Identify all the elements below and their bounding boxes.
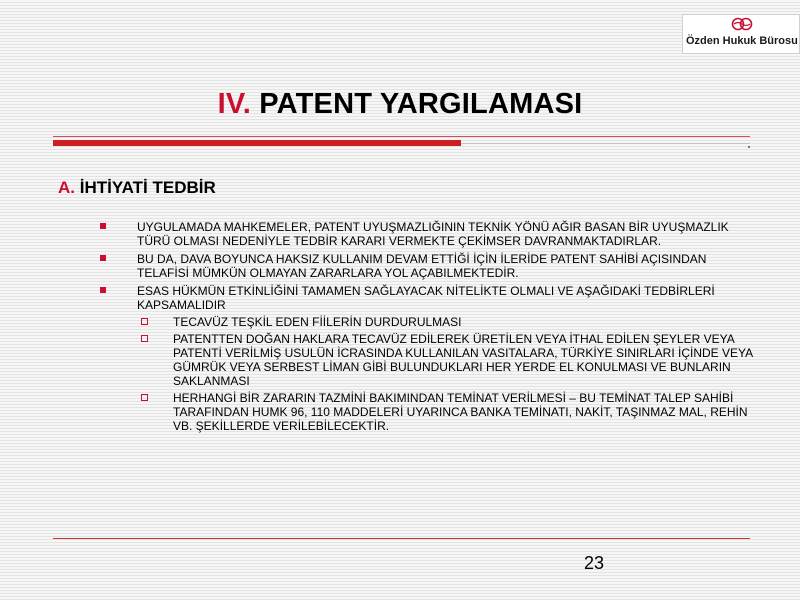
sub-bullet-text: HERHANGİ BİR ZARARIN TAZMİNİ BAKIMINDAN TEMİNAT VERİLMESİ – BU TEMİNAT TALEP SAHİBİ TARAFINDAN HUMK 96, 110 MADDELERİ UYARINCA BANKA TEMİNATI, NAKİT, TAŞINMAZ MAL, REHİN VB. ŞEKİLLERDE VERİLEBİLECEKTİR. (173, 391, 748, 433)
sub-bullet-item (137, 332, 755, 388)
sub-bullet-text: TECAVÜZ TEŞKİL EDEN FİİLERİN DURDURULMASI (173, 315, 462, 329)
bullet-text: ESAS HÜKMÜN ETKİNLİĞİNİ TAMAMEN SAĞLAYACAK NİTELİKTE OLMALI VE AŞAĞIDAKİ TEDBİRLERİ KAPSAMALIDIR (137, 284, 715, 312)
title-divider-thin (53, 136, 750, 137)
divider-dot (748, 146, 750, 148)
square-bullet-icon (100, 287, 106, 293)
hollow-square-bullet-icon (141, 335, 148, 342)
square-bullet-icon (100, 223, 106, 229)
bullet-text: BU DA, DAVA BOYUNCA HAKSIZ KULLANIM DEVAM ETTİĞİ İÇİN İLERİDE PATENT SAHİBİ AÇISINDAN TELAFİSİ MÜMKÜN OLMAYAN ZARARLARA YOL AÇABILMEKTEDİR. (137, 252, 707, 280)
logo-text: Özden Hukuk Bürosu (686, 35, 798, 47)
section-letter: A. (58, 178, 75, 197)
title-number: IV. (217, 88, 251, 120)
sub-bullet-text: PATENTTEN DOĞAN HAKLARA TECAVÜZ EDİLEREK ÜRETİLEN VEYA İTHAL EDİLEN ŞEYLER VEYA PATENTİ VERİLMİŞ USULÜN İCRASINDA KULLANILAN VASITALARA, TÜRKİYE SINIRLARI İÇİNDE VEYA GÜMRÜK VEYA SERBEST LİMAN GİBİ BULUNDUKLARI HER YERDE EL KONULMASI VE BUNLARIN SAKLANMASI (173, 332, 753, 388)
bullet-list (95, 220, 755, 437)
sub-bullet-item (137, 391, 755, 433)
bullet-item (95, 252, 755, 280)
title-divider-gray (461, 143, 750, 144)
hollow-square-bullet-icon (141, 318, 148, 325)
slide-title (0, 88, 800, 121)
square-bullet-icon (100, 255, 106, 261)
sub-bullet-list (137, 315, 755, 433)
logo-emblem-icon (731, 17, 753, 31)
section-text: İHTİYATİ TEDBİR (79, 178, 216, 197)
section-heading (58, 178, 216, 198)
sub-bullet-item (137, 315, 755, 329)
title-divider-red (53, 140, 461, 146)
title-text: PATENT YARGILAMASI (259, 88, 583, 120)
footer-divider (53, 538, 750, 539)
bullet-item (95, 284, 755, 433)
company-logo (682, 14, 800, 54)
bullet-item (95, 220, 755, 248)
bullet-text: UYGULAMADA MAHKEMELER, PATENT UYUŞMAZLIĞININ TEKNİK YÖNÜ AĞIR BASAN BİR UYUŞMAZLIK TÜRÜ OLMASI NEDENİYLE TEDBİR KARARI VERMEKTE ÇEKİMSER DAVRANMAKTADIRLAR. (137, 220, 729, 248)
page-number: 23 (583, 553, 604, 573)
hollow-square-bullet-icon (141, 394, 148, 401)
